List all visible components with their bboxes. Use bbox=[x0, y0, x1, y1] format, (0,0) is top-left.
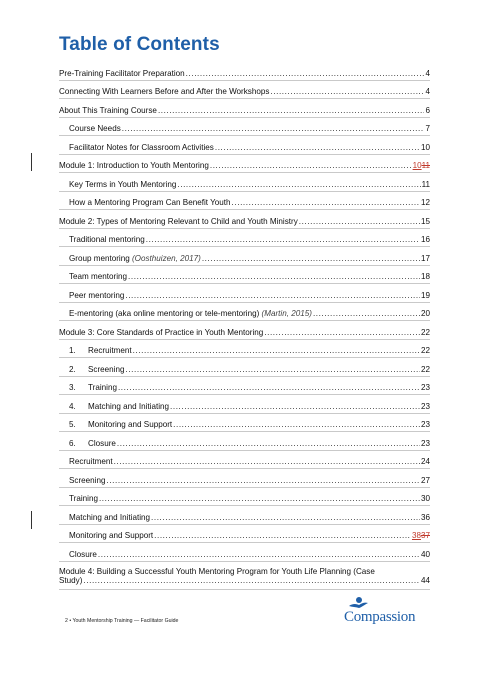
toc-entry-text: Recruitment bbox=[69, 457, 113, 466]
toc-page-number: 19 bbox=[420, 290, 430, 300]
toc-entry-label bbox=[69, 513, 150, 522]
toc-leader-dots bbox=[299, 217, 420, 226]
toc-leader-dots bbox=[215, 143, 420, 152]
toc-page-number: 22 bbox=[420, 346, 430, 355]
toc-entry-label bbox=[69, 346, 132, 355]
toc-leader-dots bbox=[99, 494, 420, 503]
logo-wordmark: Compassion bbox=[344, 609, 416, 625]
toc-leader-dots bbox=[114, 457, 420, 466]
toc-page-number: 27 bbox=[420, 475, 430, 485]
toc-entry-number: 6. bbox=[69, 438, 76, 448]
toc-entry-label bbox=[69, 365, 124, 374]
toc-entry-text: About This Training Course bbox=[59, 105, 157, 115]
toc-entry[interactable] bbox=[59, 340, 430, 359]
toc-entry[interactable] bbox=[59, 192, 430, 211]
toc-entry-label bbox=[69, 439, 116, 448]
toc-entry-text: Matching and Initiating bbox=[69, 512, 150, 522]
toc-entry[interactable] bbox=[59, 118, 430, 137]
toc-entry-text: Module 3: Core Standards of Practice in Youth Mentoring bbox=[59, 327, 264, 337]
toc-entry-text: Group mentoring bbox=[69, 253, 132, 263]
change-bar bbox=[31, 511, 32, 529]
toc-entry[interactable] bbox=[59, 562, 430, 590]
toc-page-number: 18 bbox=[420, 272, 430, 281]
toc-leader-dots bbox=[186, 69, 425, 78]
toc-entry[interactable] bbox=[59, 377, 430, 396]
toc-entry-text: Module 4: Building a Successful Youth Mentoring Program for Youth Life Planning (Case bbox=[59, 566, 375, 576]
toc-entry-label bbox=[69, 550, 97, 559]
deleted-page-number: 11 bbox=[421, 161, 430, 170]
toc-entry[interactable] bbox=[59, 210, 430, 229]
toc-entry[interactable] bbox=[59, 81, 430, 100]
toc-entry-citation: (Martin, 2015) bbox=[261, 309, 312, 318]
toc-entry-text: Pre-Training Facilitator Preparation bbox=[59, 68, 185, 78]
deleted-page-number: 37 bbox=[420, 531, 430, 540]
toc-entry-label bbox=[69, 402, 169, 411]
toc-entry-text: Closure bbox=[69, 549, 97, 559]
toc-entry-text: E-mentoring (aka online mentoring or tele-mentoring) bbox=[69, 309, 262, 318]
toc-page-number: 23 bbox=[420, 401, 430, 411]
toc-leader-dots bbox=[125, 291, 420, 300]
toc-page-number: 7 bbox=[425, 124, 430, 133]
toc-entry-label bbox=[69, 383, 117, 392]
toc-page-number: 40 bbox=[420, 549, 430, 559]
toc-entry-label bbox=[69, 235, 145, 244]
inserted-page-number: 10 bbox=[412, 161, 422, 170]
toc-page-number: 22 bbox=[420, 364, 430, 374]
toc-entry[interactable] bbox=[59, 284, 430, 303]
toc-entry-label bbox=[69, 143, 214, 152]
toc-leader-dots bbox=[98, 550, 420, 559]
toc-entry-label bbox=[69, 124, 121, 133]
toc-page-number bbox=[413, 161, 430, 170]
toc-entry[interactable] bbox=[59, 99, 430, 118]
toc-page-number: 36 bbox=[420, 512, 430, 522]
toc-leader-dots bbox=[151, 513, 420, 522]
toc-page-number: 23 bbox=[420, 420, 430, 429]
toc-entry[interactable] bbox=[59, 414, 430, 433]
toc-entry-number: 1. bbox=[69, 346, 76, 355]
toc-entry-label bbox=[69, 531, 153, 540]
toc-page-number: 17 bbox=[420, 253, 430, 263]
toc-entry-number: 4. bbox=[69, 401, 76, 411]
toc-entry-text: Training bbox=[88, 383, 117, 392]
toc-entry-label bbox=[69, 420, 172, 429]
toc-leader-dots bbox=[125, 365, 420, 374]
toc-entry-number: 2. bbox=[69, 364, 76, 374]
toc-leader-dots bbox=[313, 309, 420, 318]
toc-entry-label bbox=[69, 457, 113, 466]
toc-entry-label bbox=[59, 328, 263, 337]
toc-entry-text: Module 1: Introduction to Youth Mentoring bbox=[59, 161, 209, 170]
toc-page-number: 22 bbox=[420, 327, 430, 337]
toc-entry[interactable] bbox=[59, 155, 430, 174]
toc-entry-text: Recruitment bbox=[88, 346, 132, 355]
toc-entry[interactable] bbox=[59, 266, 430, 285]
toc-entry-text: Training bbox=[69, 494, 98, 503]
toc-leader-dots bbox=[133, 346, 420, 355]
toc-leader-dots bbox=[117, 439, 420, 448]
toc-entry-text: Closure bbox=[88, 438, 116, 448]
toc-entry-text: Monitoring and Support bbox=[69, 531, 154, 540]
toc-entry-citation: (Oosthuizen, 2017) bbox=[131, 253, 201, 263]
toc-leader-dots bbox=[106, 476, 420, 485]
toc-page-number: 10 bbox=[420, 142, 430, 152]
toc-entry-label bbox=[69, 272, 127, 281]
toc-leader-dots bbox=[122, 124, 425, 133]
toc-entry-label bbox=[69, 198, 231, 207]
toc-leader-dots bbox=[128, 272, 420, 281]
change-bar bbox=[31, 153, 32, 171]
toc-leader-dots bbox=[173, 420, 420, 429]
toc-entry-label bbox=[69, 476, 105, 485]
toc-entry[interactable] bbox=[59, 525, 430, 544]
toc-entry-text: Facilitator Notes for Classroom Activities bbox=[69, 142, 214, 152]
toc-leader-dots bbox=[170, 402, 420, 411]
toc-page-number: 11 bbox=[421, 179, 430, 189]
toc-entry-label bbox=[59, 69, 185, 78]
toc-entry[interactable] bbox=[59, 488, 430, 507]
toc-page-number: 4 bbox=[425, 68, 430, 78]
table-of-contents bbox=[59, 62, 430, 590]
toc-leader-dots bbox=[210, 161, 412, 170]
toc-page-number: 23 bbox=[420, 383, 430, 392]
toc-page-number: 16 bbox=[420, 235, 430, 244]
toc-entry[interactable] bbox=[59, 321, 430, 340]
toc-leader-dots bbox=[264, 328, 420, 337]
toc-entry-text: Traditional mentoring bbox=[69, 235, 145, 244]
toc-page-number: 15 bbox=[420, 216, 430, 226]
toc-page-number bbox=[412, 531, 430, 540]
toc-page-number: 12 bbox=[420, 198, 430, 207]
toc-entry-label bbox=[59, 87, 269, 96]
toc-entry-text: Monitoring and Support bbox=[88, 420, 173, 429]
toc-entry-label bbox=[59, 576, 430, 585]
toc-entry-text: How a Mentoring Program Can Benefit Youth bbox=[69, 198, 231, 207]
toc-page-number: 4 bbox=[425, 87, 430, 96]
toc-page-number: 20 bbox=[420, 309, 430, 318]
toc-leader-dots bbox=[202, 254, 420, 263]
toc-entry[interactable] bbox=[59, 173, 430, 192]
toc-entry-label bbox=[69, 180, 176, 189]
compassion-logo bbox=[344, 596, 432, 630]
toc-entry-number: 5. bbox=[69, 420, 76, 429]
toc-entry-text: Connecting With Learners Before and After the Workshops bbox=[59, 87, 270, 96]
toc-entry-text: Study) bbox=[59, 575, 83, 585]
toc-entry-label bbox=[69, 291, 124, 300]
toc-entry-text: Peer mentoring bbox=[69, 290, 125, 300]
toc-entry-label bbox=[59, 217, 298, 226]
toc-page-number: 6 bbox=[425, 105, 430, 115]
toc-entry[interactable] bbox=[59, 451, 430, 470]
toc-page-number: 44 bbox=[420, 575, 430, 585]
toc-leader-dots bbox=[146, 235, 420, 244]
toc-entry-text: Screening bbox=[69, 475, 106, 485]
toc-entry[interactable] bbox=[59, 543, 430, 562]
toc-leader-dots bbox=[270, 87, 424, 96]
inserted-page-number: 38 bbox=[411, 531, 421, 540]
toc-entry[interactable] bbox=[59, 432, 430, 451]
toc-entry[interactable] bbox=[59, 62, 430, 81]
page-title: Table of Contents bbox=[59, 34, 220, 55]
page-footer: 2 • Youth Mentorship Training — Facilitator Guide bbox=[65, 618, 179, 624]
toc-entry[interactable] bbox=[59, 395, 430, 414]
toc-entry-label bbox=[69, 309, 312, 318]
toc-entry[interactable] bbox=[59, 469, 430, 488]
toc-page-number: 23 bbox=[420, 438, 430, 448]
toc-page-number: 30 bbox=[420, 494, 430, 503]
toc-entry[interactable] bbox=[59, 358, 430, 377]
toc-entry-text: Course Needs bbox=[69, 124, 121, 133]
toc-entry[interactable] bbox=[59, 247, 430, 266]
toc-entry-text: Key Terms in Youth Mentoring bbox=[69, 179, 177, 189]
toc-page-number: 24 bbox=[420, 457, 430, 466]
toc-entry[interactable] bbox=[59, 229, 430, 248]
toc-leader-dots bbox=[232, 198, 420, 207]
toc-entry-text: Matching and Initiating bbox=[88, 401, 169, 411]
toc-entry[interactable] bbox=[59, 506, 430, 525]
toc-leader-dots bbox=[154, 531, 411, 540]
toc-entry[interactable] bbox=[59, 303, 430, 322]
toc-entry-label bbox=[59, 161, 209, 170]
toc-entry-label bbox=[69, 254, 201, 263]
toc-entry[interactable] bbox=[59, 136, 430, 155]
toc-entry-text: Team mentoring bbox=[69, 272, 128, 281]
toc-leader-dots bbox=[83, 576, 420, 585]
toc-entry-label bbox=[59, 106, 157, 115]
toc-leader-dots bbox=[158, 106, 425, 115]
toc-entry-text: Module 2: Types of Mentoring Relevant to Child and Youth Ministry bbox=[59, 216, 298, 226]
toc-entry-number: 3. bbox=[69, 383, 76, 392]
toc-entry-text: Screening bbox=[88, 364, 125, 374]
toc-entry-label bbox=[69, 494, 98, 503]
toc-leader-dots bbox=[118, 383, 420, 392]
toc-leader-dots bbox=[177, 180, 420, 189]
